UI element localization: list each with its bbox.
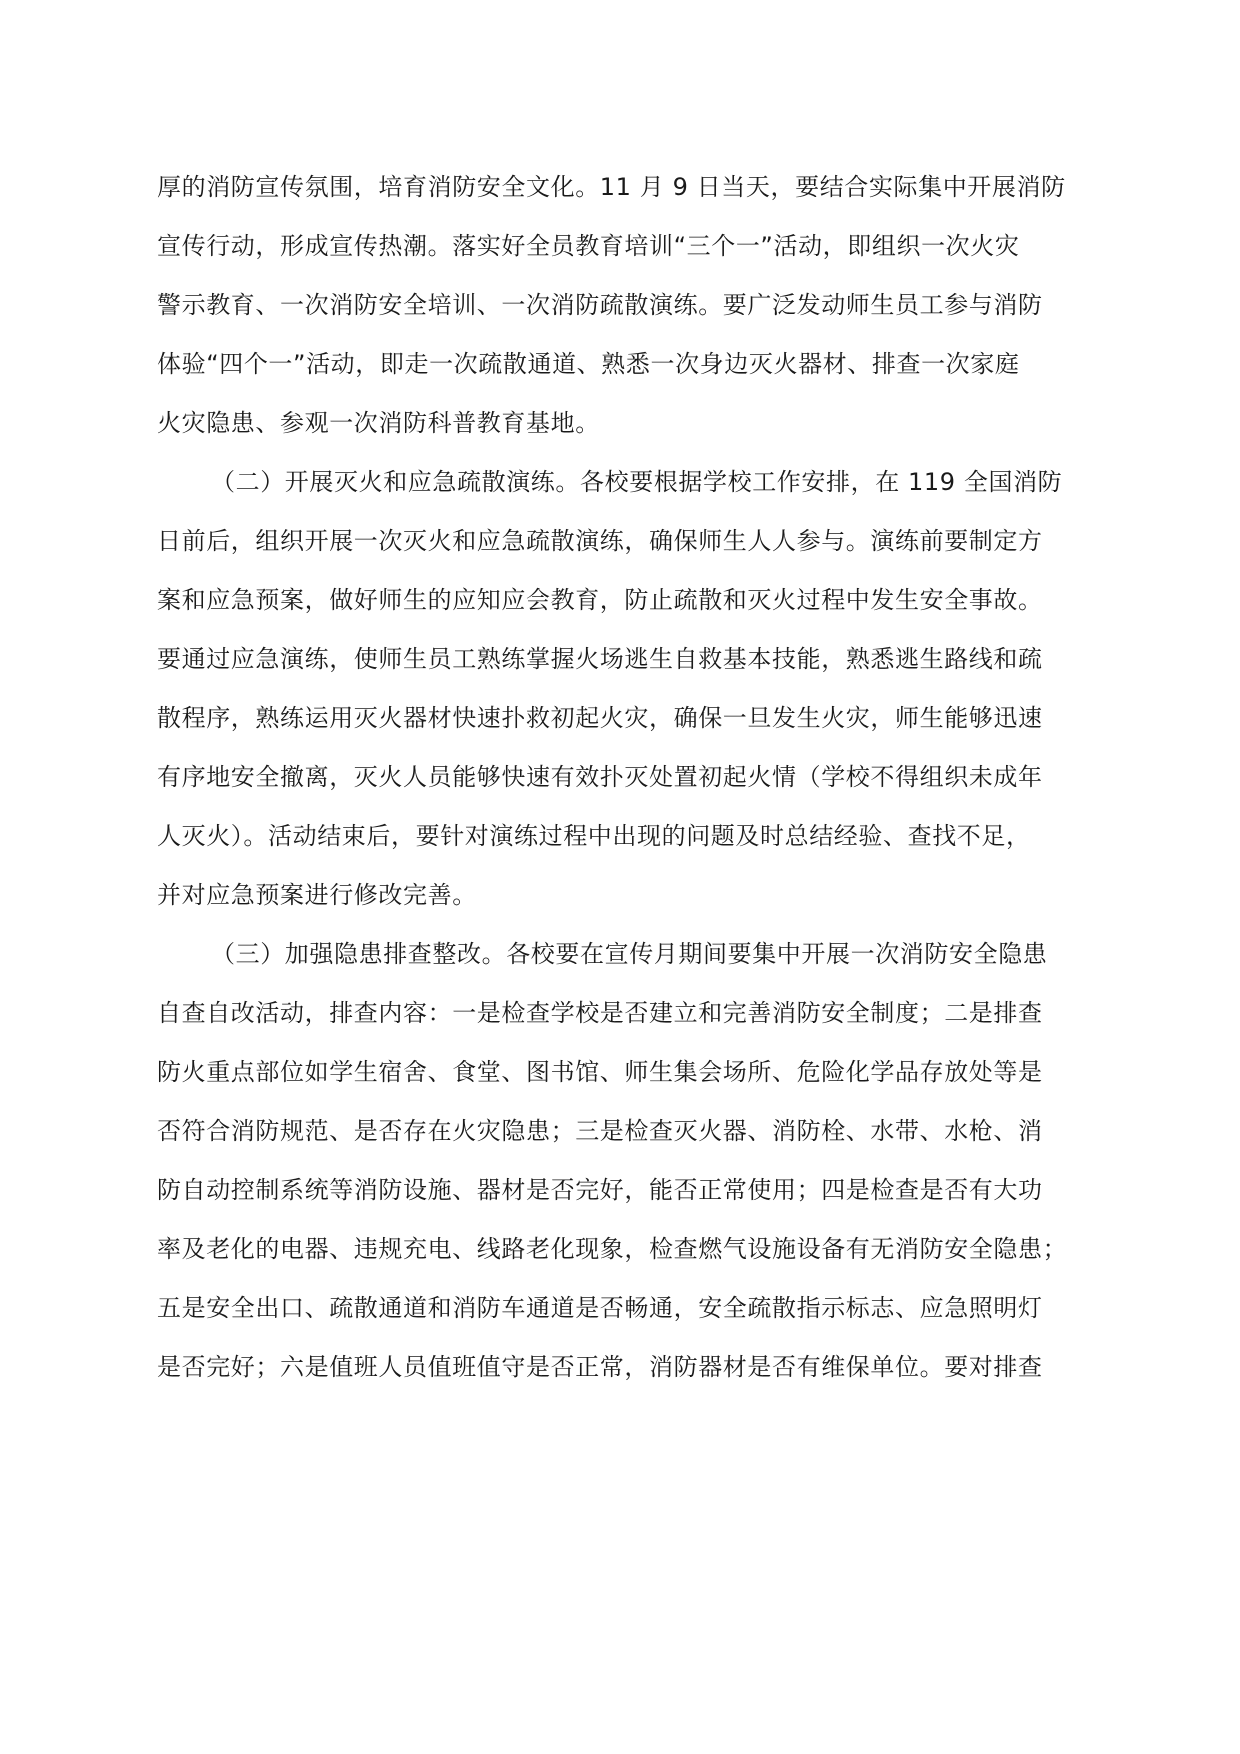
text-line: 要通过应急演练，使师生员工熟练掌握火场逃生自救基本技能，熟悉逃生路线和疏 — [157, 645, 1043, 673]
text-line: 否符合消防规范、是否存在火灾隐患；三是检查灭火器、消防栓、水带、水枪、消 — [157, 1117, 1043, 1145]
text-line: 日前后，组织开展一次灭火和应急疏散演练，确保师生人人参与。演练前要制定方 — [157, 527, 1043, 555]
paragraph-heading-line: （三）加强隐患排查整改。各校要在宣传月期间要集中开展一次消防安全隐患 — [211, 940, 1048, 968]
text-line: 警示教育、一次消防安全培训、一次消防疏散演练。要广泛发动师生员工参与消防 — [157, 291, 1043, 319]
text-line: 火灾隐患、参观一次消防科普教育基地。 — [157, 409, 600, 437]
text-line: 五是安全出口、疏散通道和消防车通道是否畅通，安全疏散指示标志、应急照明灯 — [157, 1294, 1043, 1322]
text-line: 有序地安全撤离，灭火人员能够快速有效扑灭处置初起火情（学校不得组织未成年 — [157, 763, 1043, 791]
text-line: 人灭火）。活动结束后，要针对演练过程中出现的问题及时总结经验、查找不足， — [157, 822, 1031, 850]
text-line: 案和应急预案，做好师生的应知应会教育，防止疏散和灭火过程中发生安全事故。 — [157, 586, 1043, 614]
text-line: 是否完好；六是值班人员值班值守是否正常，消防器材是否有维保单位。要对排查 — [157, 1353, 1043, 1381]
text-line: 防火重点部位如学生宿舍、食堂、图书馆、师生集会场所、危险化学品存放处等是 — [157, 1058, 1043, 1086]
text-line: 率及老化的电器、违规充电、线路老化现象，检查燃气设施设备有无消防安全隐患； — [157, 1235, 1068, 1263]
text-line: 散程序，熟练运用灭火器材快速扑救初起火灾，确保一旦发生火灾，师生能够迅速 — [157, 704, 1043, 732]
text-line: 防自动控制系统等消防设施、器材是否完好，能否正常使用；四是检查是否有大功 — [157, 1176, 1043, 1204]
text-line: 自查自改活动，排查内容：一是检查学校是否建立和完善消防安全制度；二是排查 — [157, 999, 1043, 1027]
text-line: 体验“四个一”活动，即走一次疏散通道、熟悉一次身边灭火器材、排查一次家庭 — [157, 350, 1020, 378]
text-line: 并对应急预案进行修改完善。 — [157, 881, 477, 909]
text-line: 宣传行动，形成宣传热潮。落实好全员教育培训“三个一”活动，即组织一次火灾 — [157, 232, 1020, 260]
text-line: 厚的消防宣传氛围，培育消防安全文化。11 月 9 日当天，要结合实际集中开展消防 — [157, 173, 1066, 201]
paragraph-heading-line: （二）开展灭火和应急疏散演练。各校要根据学校工作安排，在 119 全国消防 — [211, 468, 1063, 496]
